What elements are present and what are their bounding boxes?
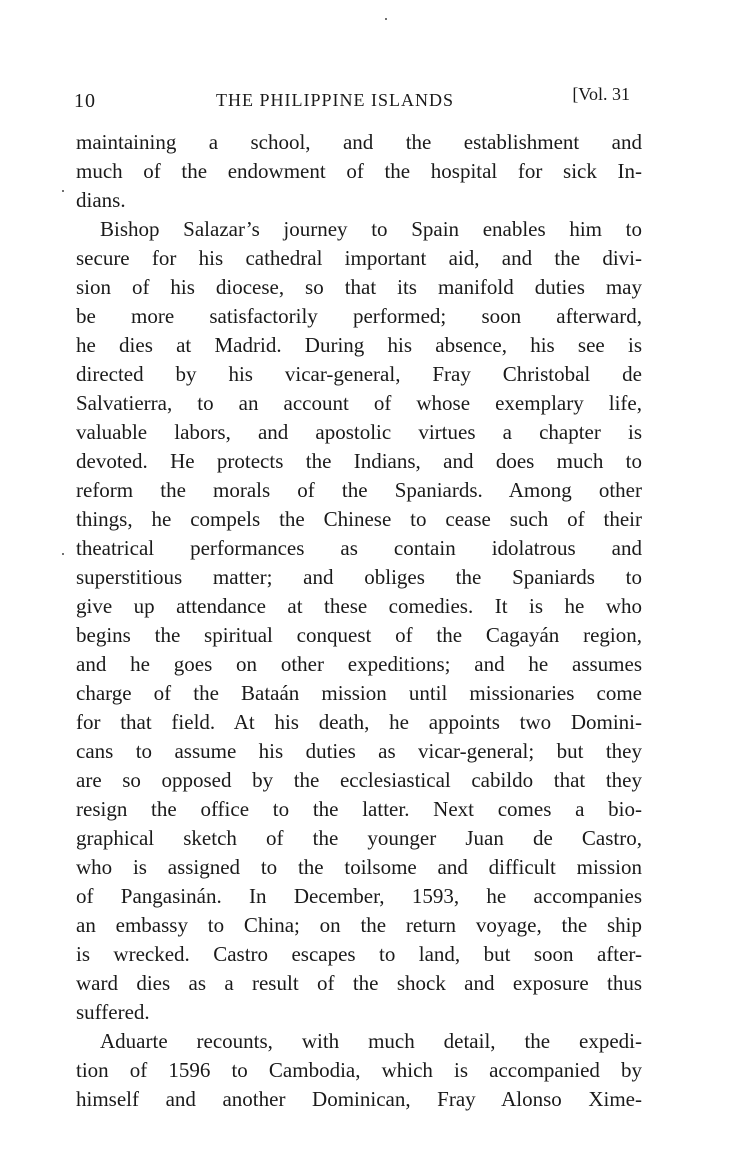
page-number: 10 — [74, 90, 96, 112]
text-line: be more satisfactorily performed; soon afterward, — [76, 304, 642, 328]
scan-speck — [385, 18, 387, 20]
text-line: directed by his vicar-general, Fray Christobal de — [76, 362, 642, 386]
text-line: himself and another Dominican, Fray Alonso Xime- — [76, 1087, 642, 1111]
page-header — [74, 84, 634, 116]
volume-label: [Vol. 31 — [572, 84, 630, 104]
text-line: valuable labors, and apostolic virtues a chapter is — [76, 420, 642, 444]
text-line: begins the spiritual conquest of the Cagayán region, — [76, 623, 642, 647]
text-line: is wrecked. Castro escapes to land, but soon after- — [76, 942, 642, 966]
text-line: dians. — [76, 188, 126, 212]
text-line: things, he compels the Chinese to cease such of their — [76, 507, 642, 531]
text-line: Salvatierra, to an account of whose exemplary life, — [76, 391, 642, 415]
scan-speck — [62, 553, 64, 555]
text-line: give up attendance at these comedies. It is he who — [76, 594, 642, 618]
text-line: devoted. He protects the Indians, and does much to — [76, 449, 642, 473]
text-line: theatrical performances as contain idolatrous and — [76, 536, 642, 560]
scan-speck — [62, 190, 64, 192]
text-line: of Pangasinán. In December, 1593, he accompanies — [76, 884, 642, 908]
text-line: tion of 1596 to Cambodia, which is accompanied by — [76, 1058, 642, 1082]
text-line: who is assigned to the toilsome and difficult mission — [76, 855, 642, 879]
text-line: Aduarte recounts, with much detail, the expedi- — [100, 1029, 642, 1053]
text-line: resign the office to the latter. Next comes a bio- — [76, 797, 642, 821]
text-line: maintaining a school, and the establishment and — [76, 130, 642, 154]
text-line: suffered. — [76, 1000, 150, 1024]
text-line: cans to assume his duties as vicar-general; but they — [76, 739, 642, 763]
text-line: for that field. At his death, he appoints two Domini- — [76, 710, 642, 734]
text-line: sion of his diocese, so that its manifold duties may — [76, 275, 642, 299]
text-line: superstitious matter; and obliges the Spaniards to — [76, 565, 642, 589]
text-line: he dies at Madrid. During his absence, his see is — [76, 333, 642, 357]
text-line: charge of the Bataán mission until missionaries come — [76, 681, 642, 705]
text-line: much of the endowment of the hospital for sick In- — [76, 159, 642, 183]
text-line: are so opposed by the ecclesiastical cabildo that they — [76, 768, 642, 792]
body-text — [76, 128, 642, 1114]
text-line: and he goes on other expeditions; and he assumes — [76, 652, 642, 676]
text-line: an embassy to China; on the return voyage, the ship — [76, 913, 642, 937]
text-line: ward dies as a result of the shock and exposure thus — [76, 971, 642, 995]
text-line: graphical sketch of the younger Juan de Castro, — [76, 826, 642, 850]
text-line: Bishop Salazar’s journey to Spain enables him to — [100, 217, 642, 241]
text-line: secure for his cathedral important aid, and the divi- — [76, 246, 642, 270]
running-title: THE PHILIPPINE ISLANDS — [216, 90, 454, 110]
text-line: reform the morals of the Spaniards. Among other — [76, 478, 642, 502]
